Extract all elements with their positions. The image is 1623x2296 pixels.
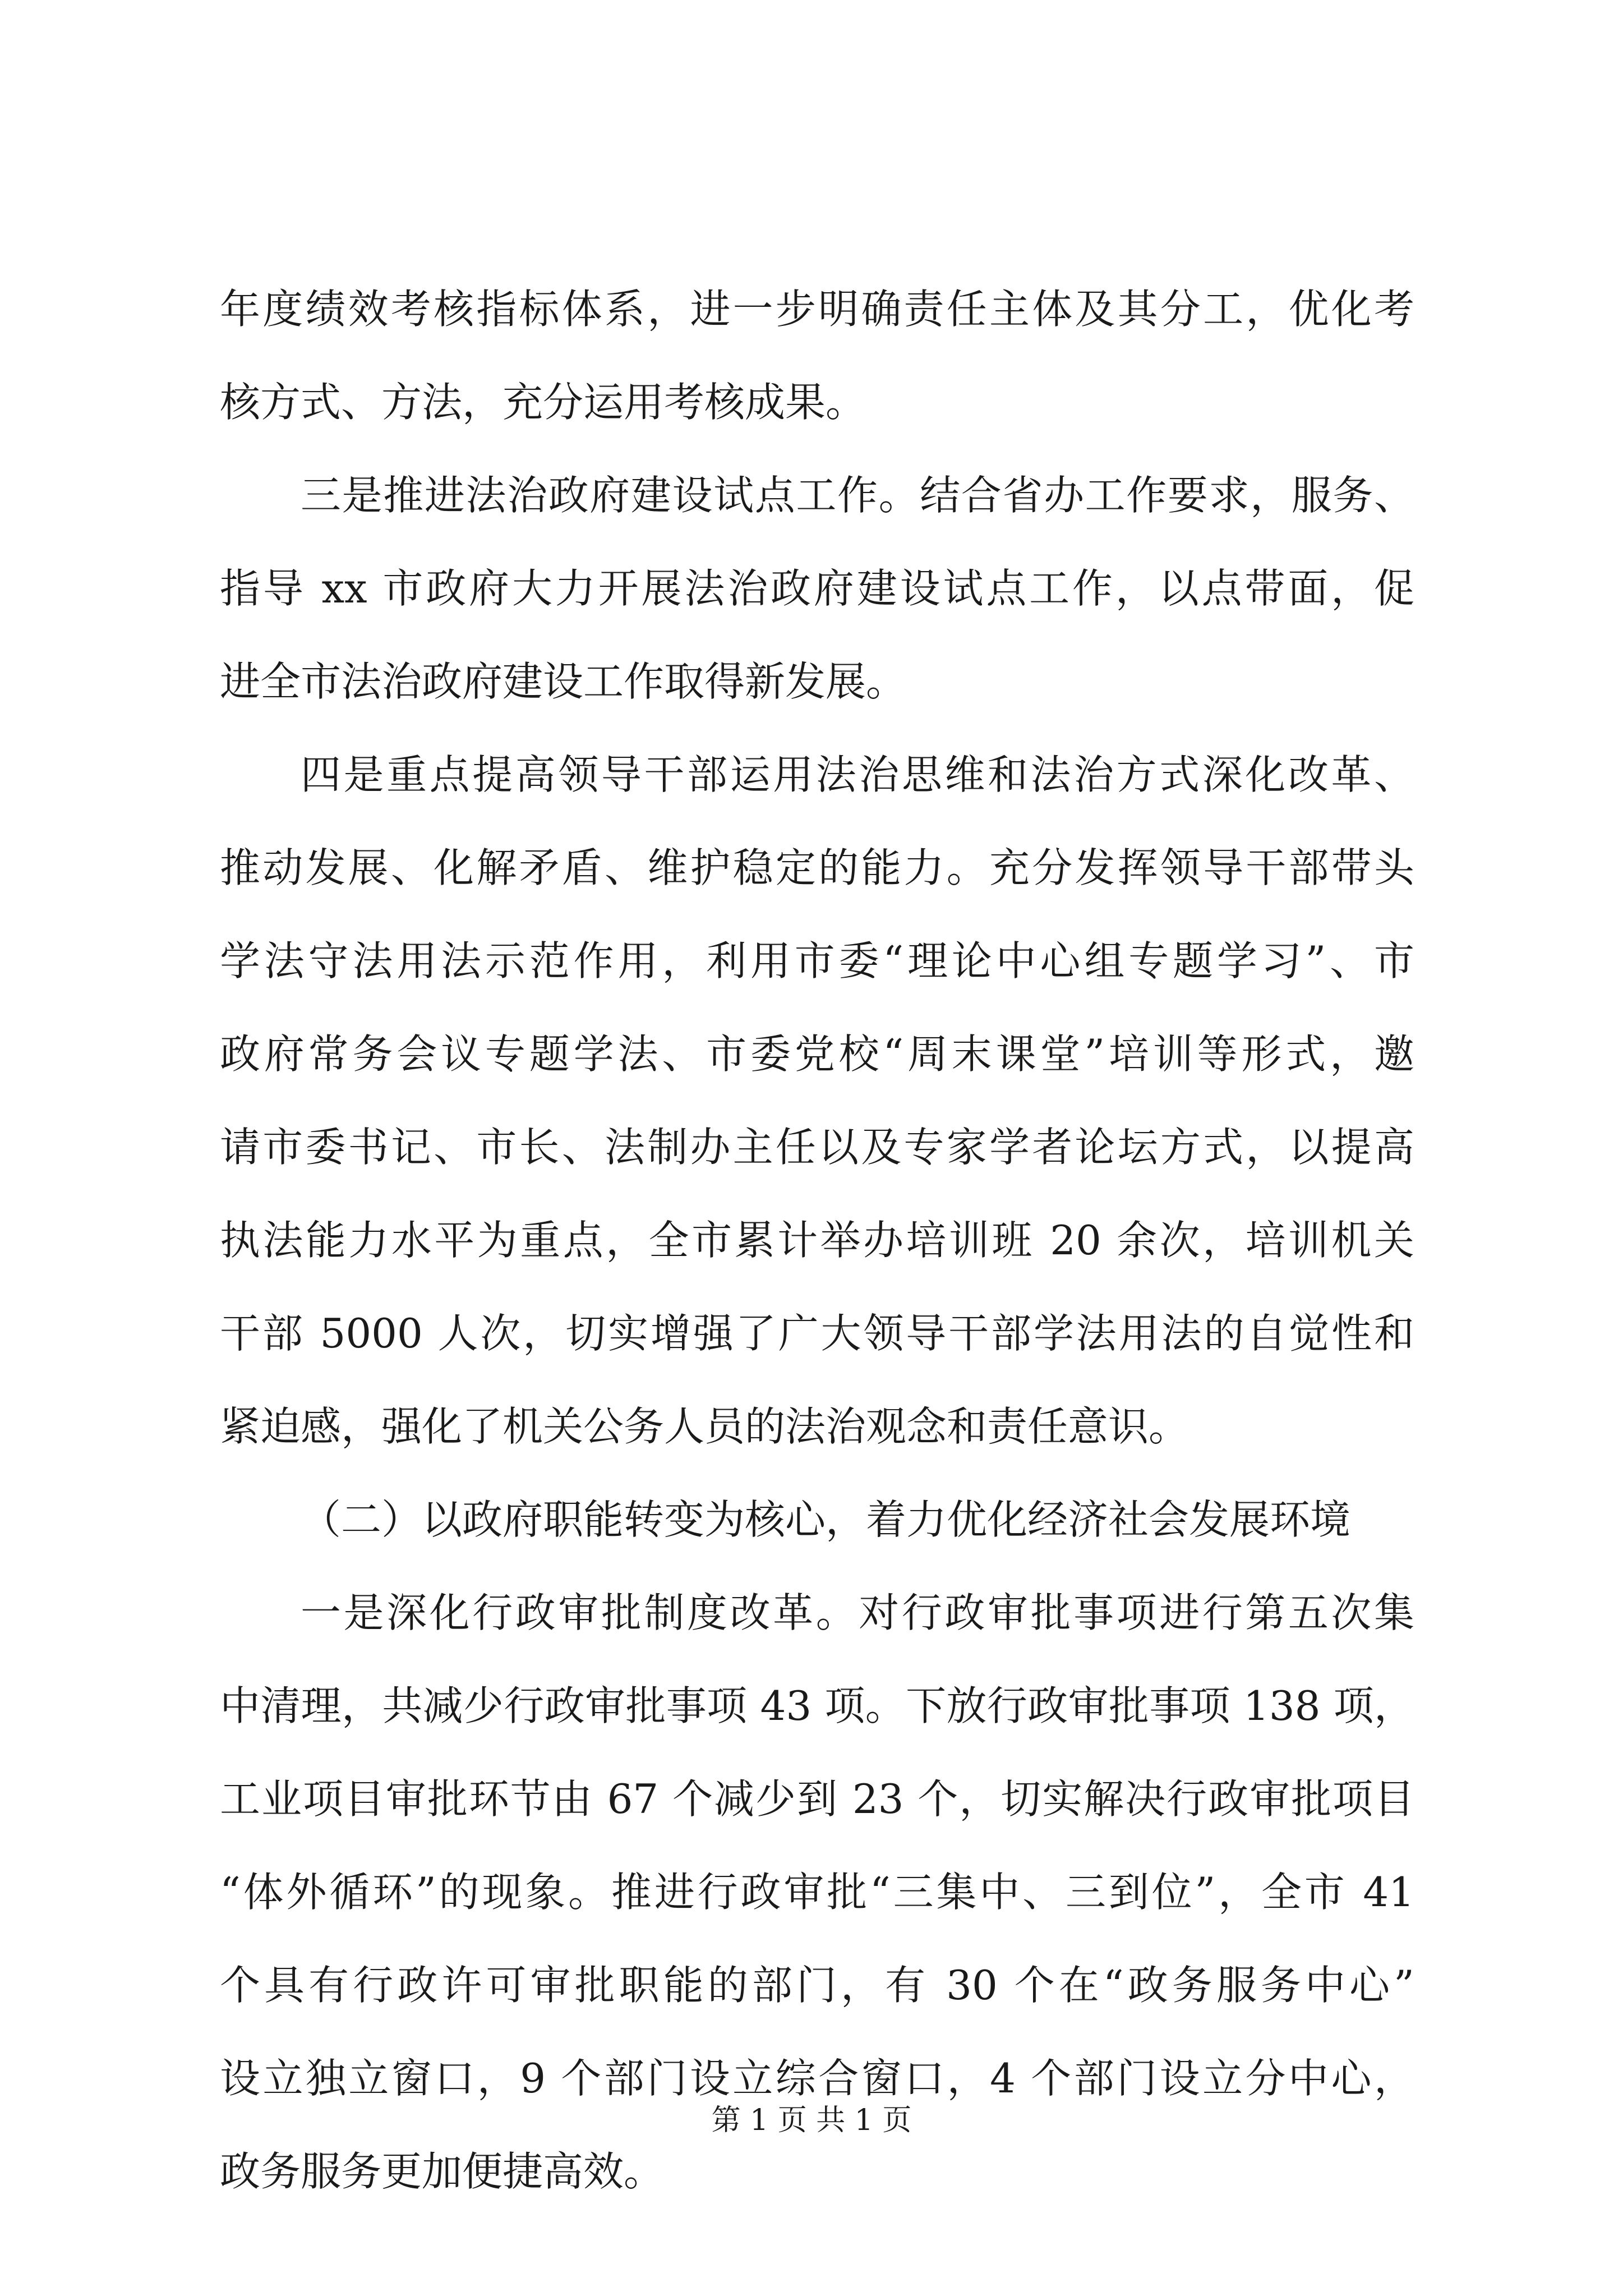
paragraph-start-line: 四是重点提高领导干部运用法治思维和法治方式深化改革、 (301, 751, 1414, 798)
text-line: 年度绩效考核指标体系，进一步明确责任主体及其分工，优化考 (220, 286, 1414, 333)
section-heading: （二）以政府职能转变为核心，着力优化经济社会发展环境 (301, 1496, 1351, 1543)
text-line: 个具有行政许可审批职能的部门，有 30 个在“政务服务中心” (220, 1962, 1414, 2009)
text-line: 政务服务更加便捷高效。 (220, 2148, 665, 2195)
text-line: 执法能力水平为重点，全市累计举办培训班 20 余次，培训机关 (220, 1217, 1414, 1264)
text-line: 请市委书记、市长、法制办主任以及专家学者论坛方式，以提高 (220, 1124, 1414, 1171)
text-line: 设立独立窗口，9 个部门设立综合窗口，4 个部门设立分中心， (220, 2055, 1414, 2102)
document-body (220, 263, 1414, 2218)
text-line: 中清理，共减少行政审批事项 43 项。下放行政审批事项 138 项， (220, 1682, 1414, 1729)
text-line: 进全市法治政府建设工作取得新发展。 (220, 658, 907, 705)
text-line: 推动发展、化解矛盾、维护稳定的能力。充分发挥领导干部带头 (220, 844, 1414, 891)
paragraph-start-line: 三是推进法治政府建设试点工作。结合省办工作要求，服务、 (301, 472, 1414, 519)
text-line: 学法守法用法示范作用，利用市委“理论中心组专题学习”、市 (220, 937, 1414, 984)
paragraph-start-line: 一是深化行政审批制度改革。对行政审批事项进行第五次集 (301, 1589, 1414, 1636)
text-line: 紧迫感，强化了机关公务人员的法治观念和责任意识。 (220, 1403, 1189, 1450)
text-line: 工业项目审批环节由 67 个减少到 23 个，切实解决行政审批项目 (220, 1775, 1414, 1823)
text-line: 指导 xx 市政府大力开展法治政府建设试点工作，以点带面，促 (220, 565, 1414, 612)
text-line: “体外循环”的现象。推进行政审批“三集中、三到位”，全市 41 (220, 1869, 1414, 1916)
text-line: 核方式、方法，充分运用考核成果。 (220, 379, 866, 426)
page-number-footer: 第 1 页 共 1 页 (711, 2104, 912, 2137)
text-line: 政府常务会议专题学法、市委党校“周末课堂”培训等形式，邀 (220, 1030, 1414, 1078)
text-line: 干部 5000 人次，切实增强了广大领导干部学法用法的自觉性和 (220, 1310, 1414, 1357)
